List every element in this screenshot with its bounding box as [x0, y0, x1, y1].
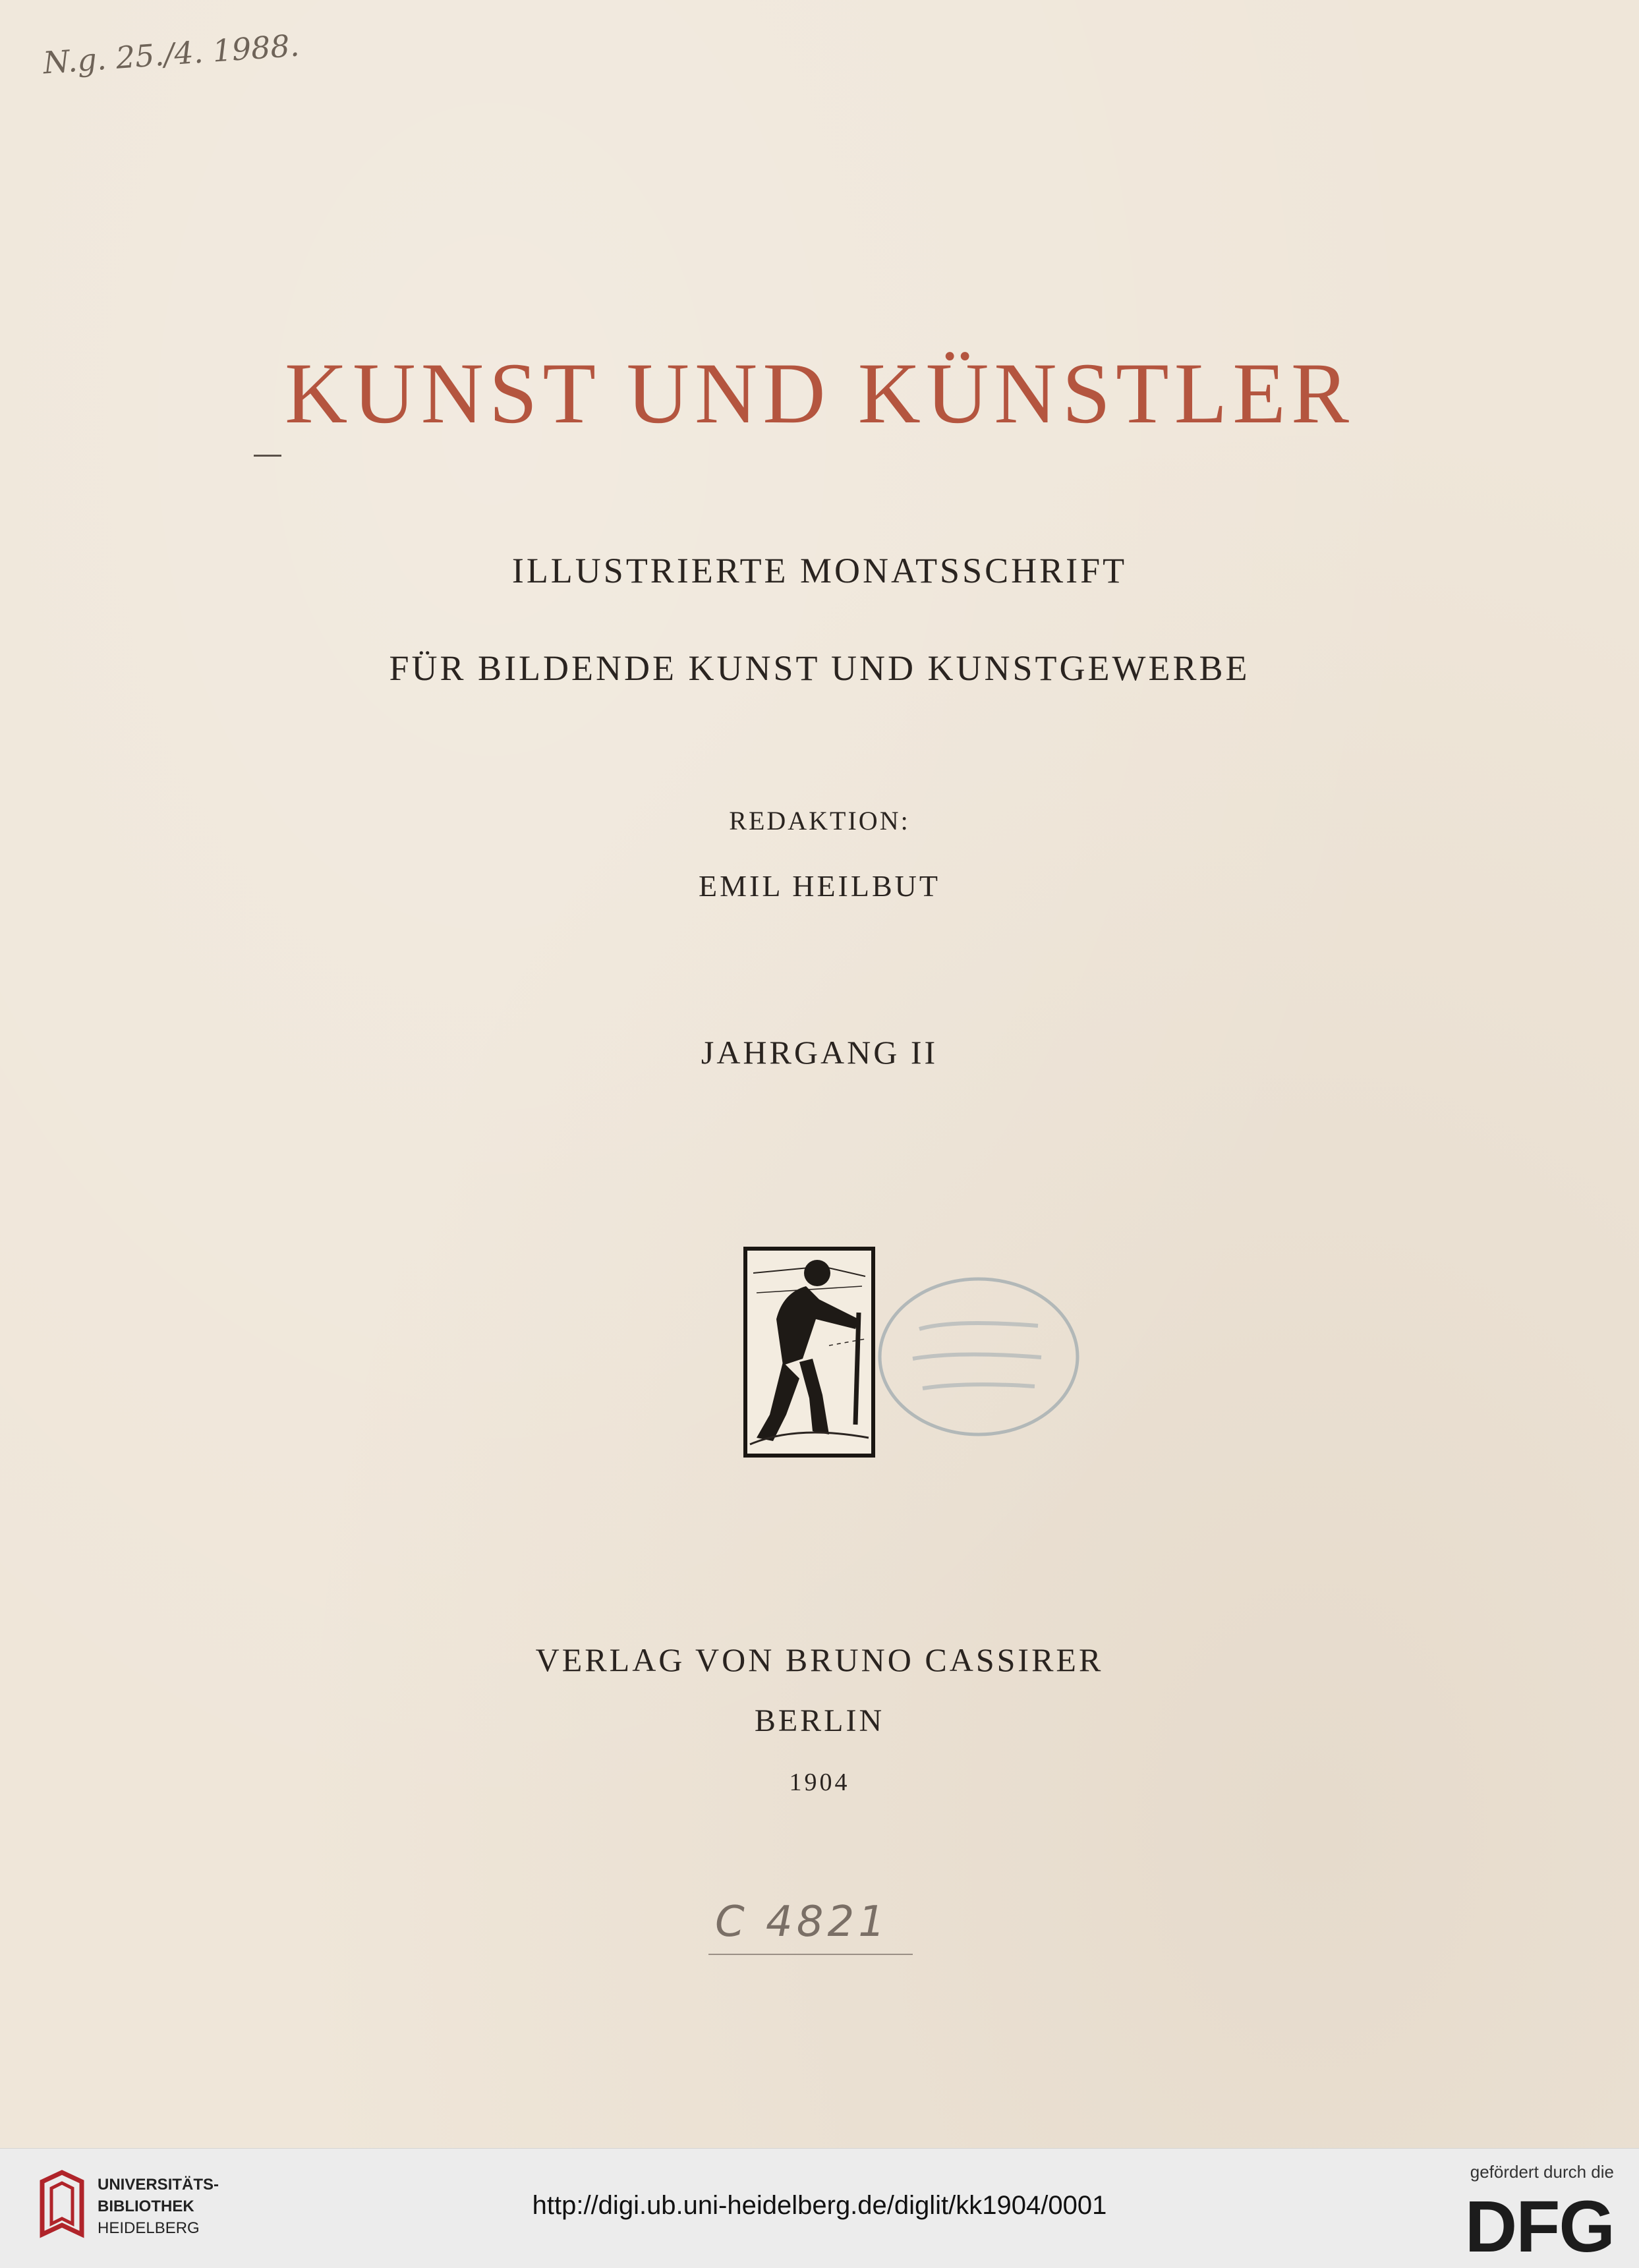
library-name-line-2: BIBLIOTHEK [98, 2197, 194, 2215]
publication-year: 1904 [789, 1769, 850, 1796]
woodcut-vignette [743, 1247, 875, 1458]
funding-label: gefördert durch die [1470, 2162, 1614, 2182]
library-name-line-1: UNIVERSITÄTS- [98, 2176, 219, 2194]
footer-bar [0, 2148, 1639, 2268]
subtitle-line-2: FÜR BILDENDE KUNST UND KUNSTGEWERBE [389, 648, 1250, 688]
editor-name: EMIL HEILBUT [699, 869, 940, 903]
dfg-logo: DFG [1464, 2186, 1614, 2267]
library-name-line-3: HEIDELBERG [98, 2219, 200, 2237]
publication-city: BERLIN [754, 1703, 885, 1738]
shelfmark: C 4821 [715, 1898, 889, 1946]
page-title: KUNST UND KÜNSTLER [285, 345, 1354, 441]
accession-note: N.g. 25./4. 1988. [42, 27, 301, 81]
volume-label: JAHRGANG II [701, 1034, 938, 1071]
subtitle-line-1: ILLUSTRIERTE MONATSSCHRIFT [511, 551, 1128, 590]
permalink-url[interactable]: http://digi.ub.uni-heidelberg.de/diglit/kk1904/0001 [532, 2191, 1107, 2220]
shelfmark-underline [708, 1954, 913, 1955]
editor-label: REDAKTION: [729, 806, 910, 836]
publisher-name: VERLAG VON BRUNO CASSIRER [535, 1641, 1104, 1678]
divider-mark [254, 455, 281, 457]
library-stamp-icon [873, 1273, 1084, 1441]
